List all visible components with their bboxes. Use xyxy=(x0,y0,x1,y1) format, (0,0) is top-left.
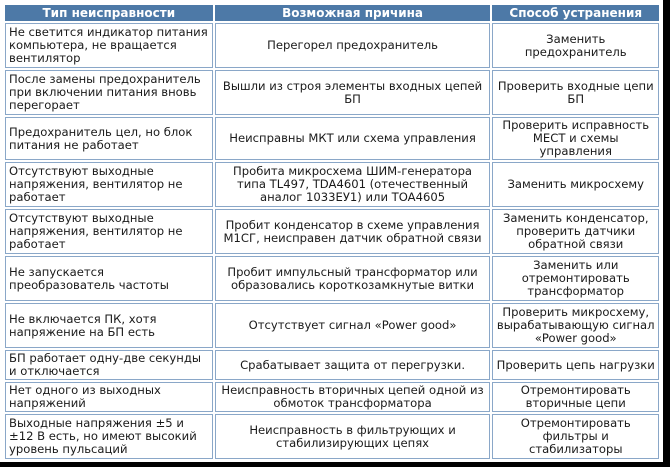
fix-cell: Проверить микросхему, вырабатывающую сигнал «Power good» xyxy=(492,303,659,348)
header-fix-method: Способ устранения xyxy=(492,5,659,21)
cause-cell: Вышли из строя элементы входных цепей БП xyxy=(215,70,491,115)
problem-cell: Не включается ПК, хотя напряжение на БП есть xyxy=(5,303,213,348)
fix-cell: Заменить или отремонтировать трансформатор xyxy=(492,256,659,301)
problem-cell: После замены предохранитель при включении питания вновь перегорает xyxy=(5,70,213,115)
table-row xyxy=(5,382,659,412)
fix-cell: Проверить исправность МЕСТ и схемы управления xyxy=(492,117,659,160)
fix-cell: Проверить цепь нагрузки xyxy=(492,350,659,380)
table-row xyxy=(5,23,659,68)
table-row xyxy=(5,209,659,254)
cause-cell: Пробит конденсатор в схеме управления М1СГ, неисправен датчик обратной связи xyxy=(215,209,491,254)
table-row xyxy=(5,414,659,459)
table-row xyxy=(5,70,659,115)
cause-cell: Неисправность вторичных цепей одной из обмоток трансформатора xyxy=(215,382,491,412)
table-row xyxy=(5,303,659,348)
table-row xyxy=(5,162,659,207)
fix-cell: Заменить предохранитель xyxy=(492,23,659,68)
header-possible-cause: Возможная причина xyxy=(215,5,491,21)
problem-cell: Выходные напряжения ±5 и ±12 В есть, но имеют высокий уровень пульсаций xyxy=(5,414,213,459)
table-row xyxy=(5,117,659,160)
problem-cell: Нет одного из выходных напряжений xyxy=(5,382,213,412)
malfunction-table xyxy=(3,3,661,461)
cause-cell: Отсутствует сигнал «Power good» xyxy=(215,303,491,348)
cause-cell: Неисправность в фильтрующих и стабилизирующих цепях xyxy=(215,414,491,459)
problem-cell: БП работает одну-две секунды и отключается xyxy=(5,350,213,380)
table-header-row xyxy=(5,5,659,21)
problem-cell: Не запускается преобразователь частоты xyxy=(5,256,213,301)
problem-cell: Предохранитель цел, но блок питания не работает xyxy=(5,117,213,160)
fix-cell: Отремонтировать фильтры и стабилизаторы xyxy=(492,414,659,459)
fix-cell: Проверить входные цепи БП xyxy=(492,70,659,115)
table-row xyxy=(5,256,659,301)
problem-cell: Не светится индикатор питания компьютера, не вращается вентилятор xyxy=(5,23,213,68)
fix-cell: Заменить конденсатор, проверить датчики обратной связи xyxy=(492,209,659,254)
fix-cell: Отремонтировать вторичные цепи xyxy=(492,382,659,412)
fix-cell: Заменить микросхему xyxy=(492,162,659,207)
header-problem-type: Тип неисправности xyxy=(5,5,213,21)
cause-cell: Пробит импульсный трансформатор или образовались короткозамкнутые витки xyxy=(215,256,491,301)
problem-cell: Отсутствуют выходные напряжения, вентилятор не работает xyxy=(5,162,213,207)
cause-cell: Пробита микросхема ШИМ-генератора типа TL497, TDA4601 (отечественный аналог 1033ЕУ1) или TOA4605 xyxy=(215,162,491,207)
problem-cell: Отсутствуют выходные напряжения, вентилятор не работает xyxy=(5,209,213,254)
cause-cell: Перегорел предохранитель xyxy=(215,23,491,68)
cause-cell: Срабатывает защита от перегрузки. xyxy=(215,350,491,380)
cause-cell: Неисправны МКТ или схема управления xyxy=(215,117,491,160)
table-row xyxy=(5,350,659,380)
